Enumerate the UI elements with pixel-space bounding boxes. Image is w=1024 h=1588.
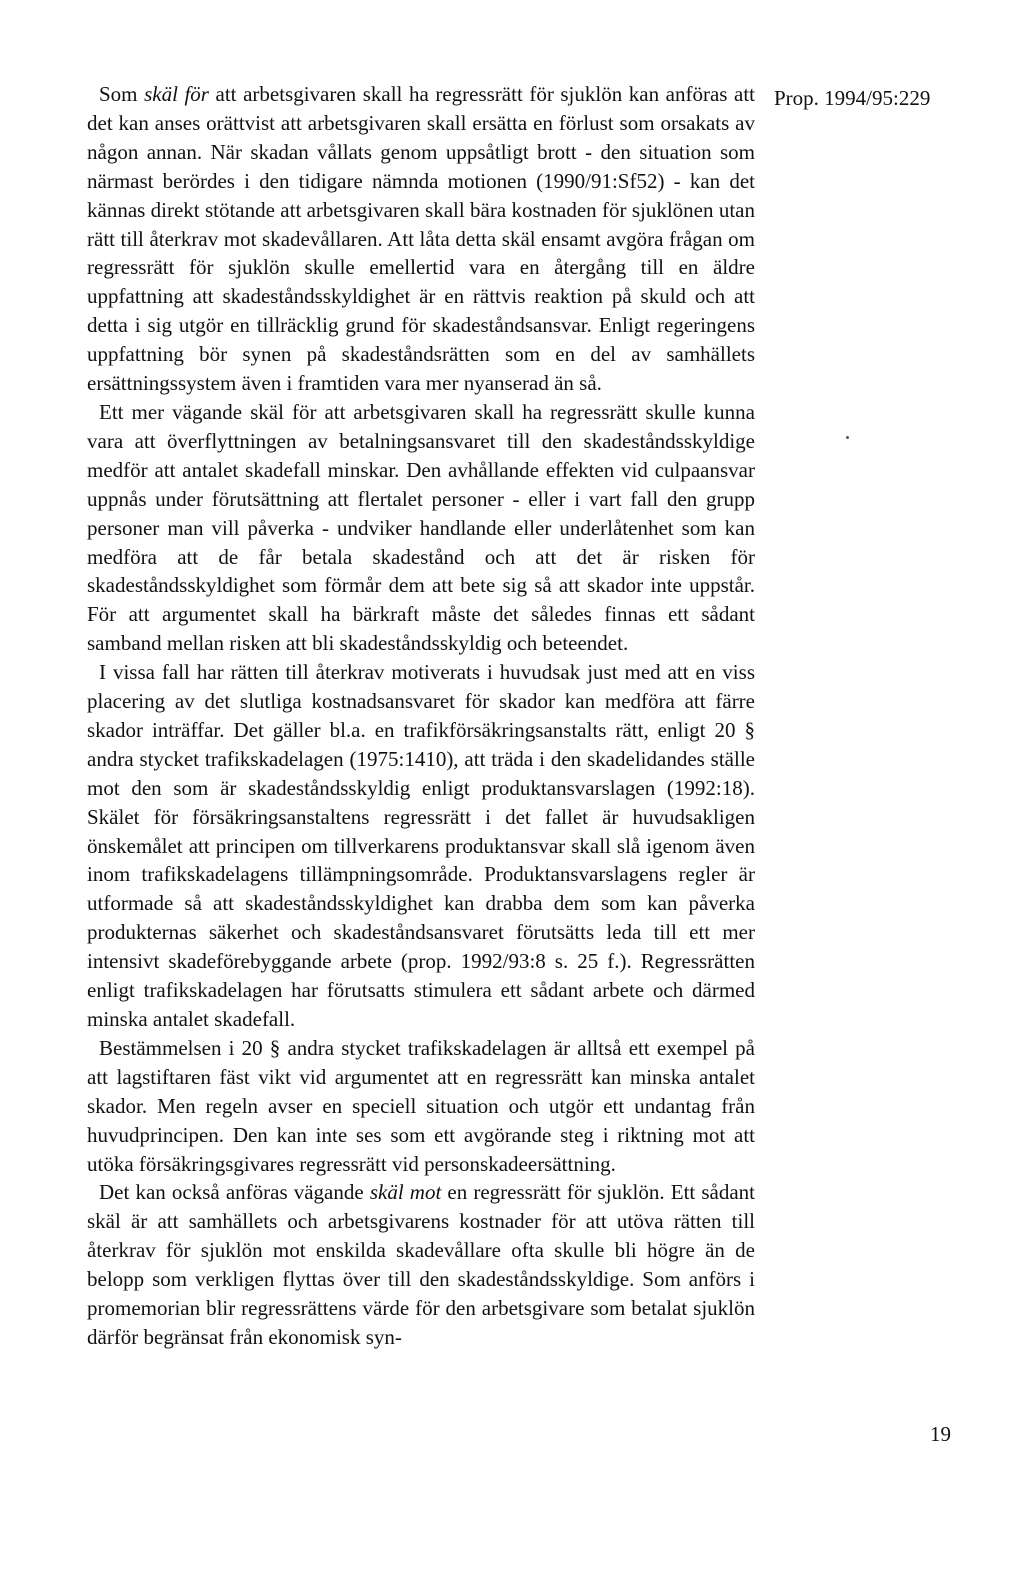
paragraph-5-text-rest: en regressrätt för sjuklön. Ett sådant skäl är att samhällets och arbetsgivarens kostnader för att utöva rätten till återkrav för sjuklön mot enskilda skadevållare ofta skulle bli högre än de belopp som verkligen flyttas över till den skadeståndsskyldige. Som anförs i promemorian blir regressrättens värde för den arbetsgivare som betalat sjuklön därför begränsat från ekonomisk syn- (87, 1180, 756, 1349)
paragraph-1 (87, 80, 755, 398)
paragraph-2: Ett mer vägande skäl för att arbetsgivaren skall ha regressrätt skulle kunna vara att överflyttningen av betalningsansvaret till den skadeståndsskyldige medför att antalet skadefall minskar. Den avhållande effekten vid culpaansvar uppnås under förutsättning att flertalet personer - eller i vart fall den grupp personer man vill påverka - undviker handlande eller underlåtenhet som kan medföra att de får betala skadestånd och att det är risken för skadeståndsskyldighet som förmår dem att bete sig så att skador inte uppstår. För att argumentet skall ha bärkraft måste det således finnas ett sådant samband mellan risken att bli skadeståndsskyldig och beteendet. (87, 399, 755, 656)
paragraph-5-text-start: Det kan också anföras vägande (99, 1180, 370, 1205)
paragraph-1-text-start: Som (99, 82, 145, 106)
paragraph-5-emphasis: skäl mot (369, 1180, 442, 1205)
paragraph-1-text-rest: att arbetsgivaren skall ha regressrätt för sjuklön kan anföras att det kan anses orättvist att arbetsgivaren skall ersätta en förlust som orsakats av någon annan. När skadan vållats genom uppsåtligt brott - den situation som närmast berördes i den tidigare nämnda motionen (1990/91:Sf52) - kan det kännas direkt stötande att arbetsgivaren skall bära kostnaden för sjuklönen utan rätt till återkrav mot skadevållaren. Att låta detta skäl ensamt avgöra frågan om regressrätt för sjuklön skulle emellertid vara en återgång till en äldre uppfattning att skadeståndsskyldighet är en rättvis reaktion på skuld och att detta i sig utgör en tillräcklig grund för skadeståndsansvar. Enligt regeringens uppfattning bör synen på skadeståndsrätten som en del av samhällets ersättningssystem även i framtiden vara mer nyanserad än så. (87, 82, 755, 396)
body-text (87, 80, 755, 1352)
proposition-reference: Prop. 1994/95:229 (774, 86, 931, 110)
paragraph-3: I vissa fall har rätten till återkrav motiverats i huvudsak just med att en viss placering av det slutliga kostnadsansvaret för skador kan medföra att färre skador inträffar. Det gäller bl.a. en trafikförsäkringsanstalts rätt, enligt 20 § andra stycket trafikskadelagen (1975:1410), att träda i den skadelidandes ställe mot den som är skadeståndsskyldig enligt produktansvarslagen (1992:18). Skälet för försäkringsanstaltens regressrätt i det fallet är huvudsakligen önskemålet att principen om tillverkarens produktansvar skall slå igenom även inom trafikskadelagens tillämpningsområde. Produktansvarslagens regler är utformade så att skadeståndsskyldighet kan drabba dem som kan påverka produkternas säkerhet och skadeståndsansvaret förutsätts leda till ett mer intensivt skadeförebyggande arbete (prop. 1992/93:8 s. 25 f.). Regressrätten enligt trafikskadelagen har förutsatts stimulera ett sådant arbete och därmed minska antalet skadefall. (87, 660, 755, 1031)
scan-speck (846, 436, 849, 439)
page-number: 19 (930, 1422, 951, 1446)
paragraph-5 (87, 1178, 755, 1351)
paragraph-4: Bestämmelsen i 20 § andra stycket trafikskadelagen är alltså ett exempel på att lagstiftaren fäst vikt vid argumentet att en regressrätt kan minska antalet skador. Men regeln avser en speciell situation och utgör ett undantag från huvudprincipen. Den kan inte ses som ett avgörande steg i riktning mot att utöka försäkringsgivares regressrätt vid personskadeersättning. (87, 1035, 755, 1176)
paragraph-1-emphasis: skäl för (144, 82, 209, 106)
